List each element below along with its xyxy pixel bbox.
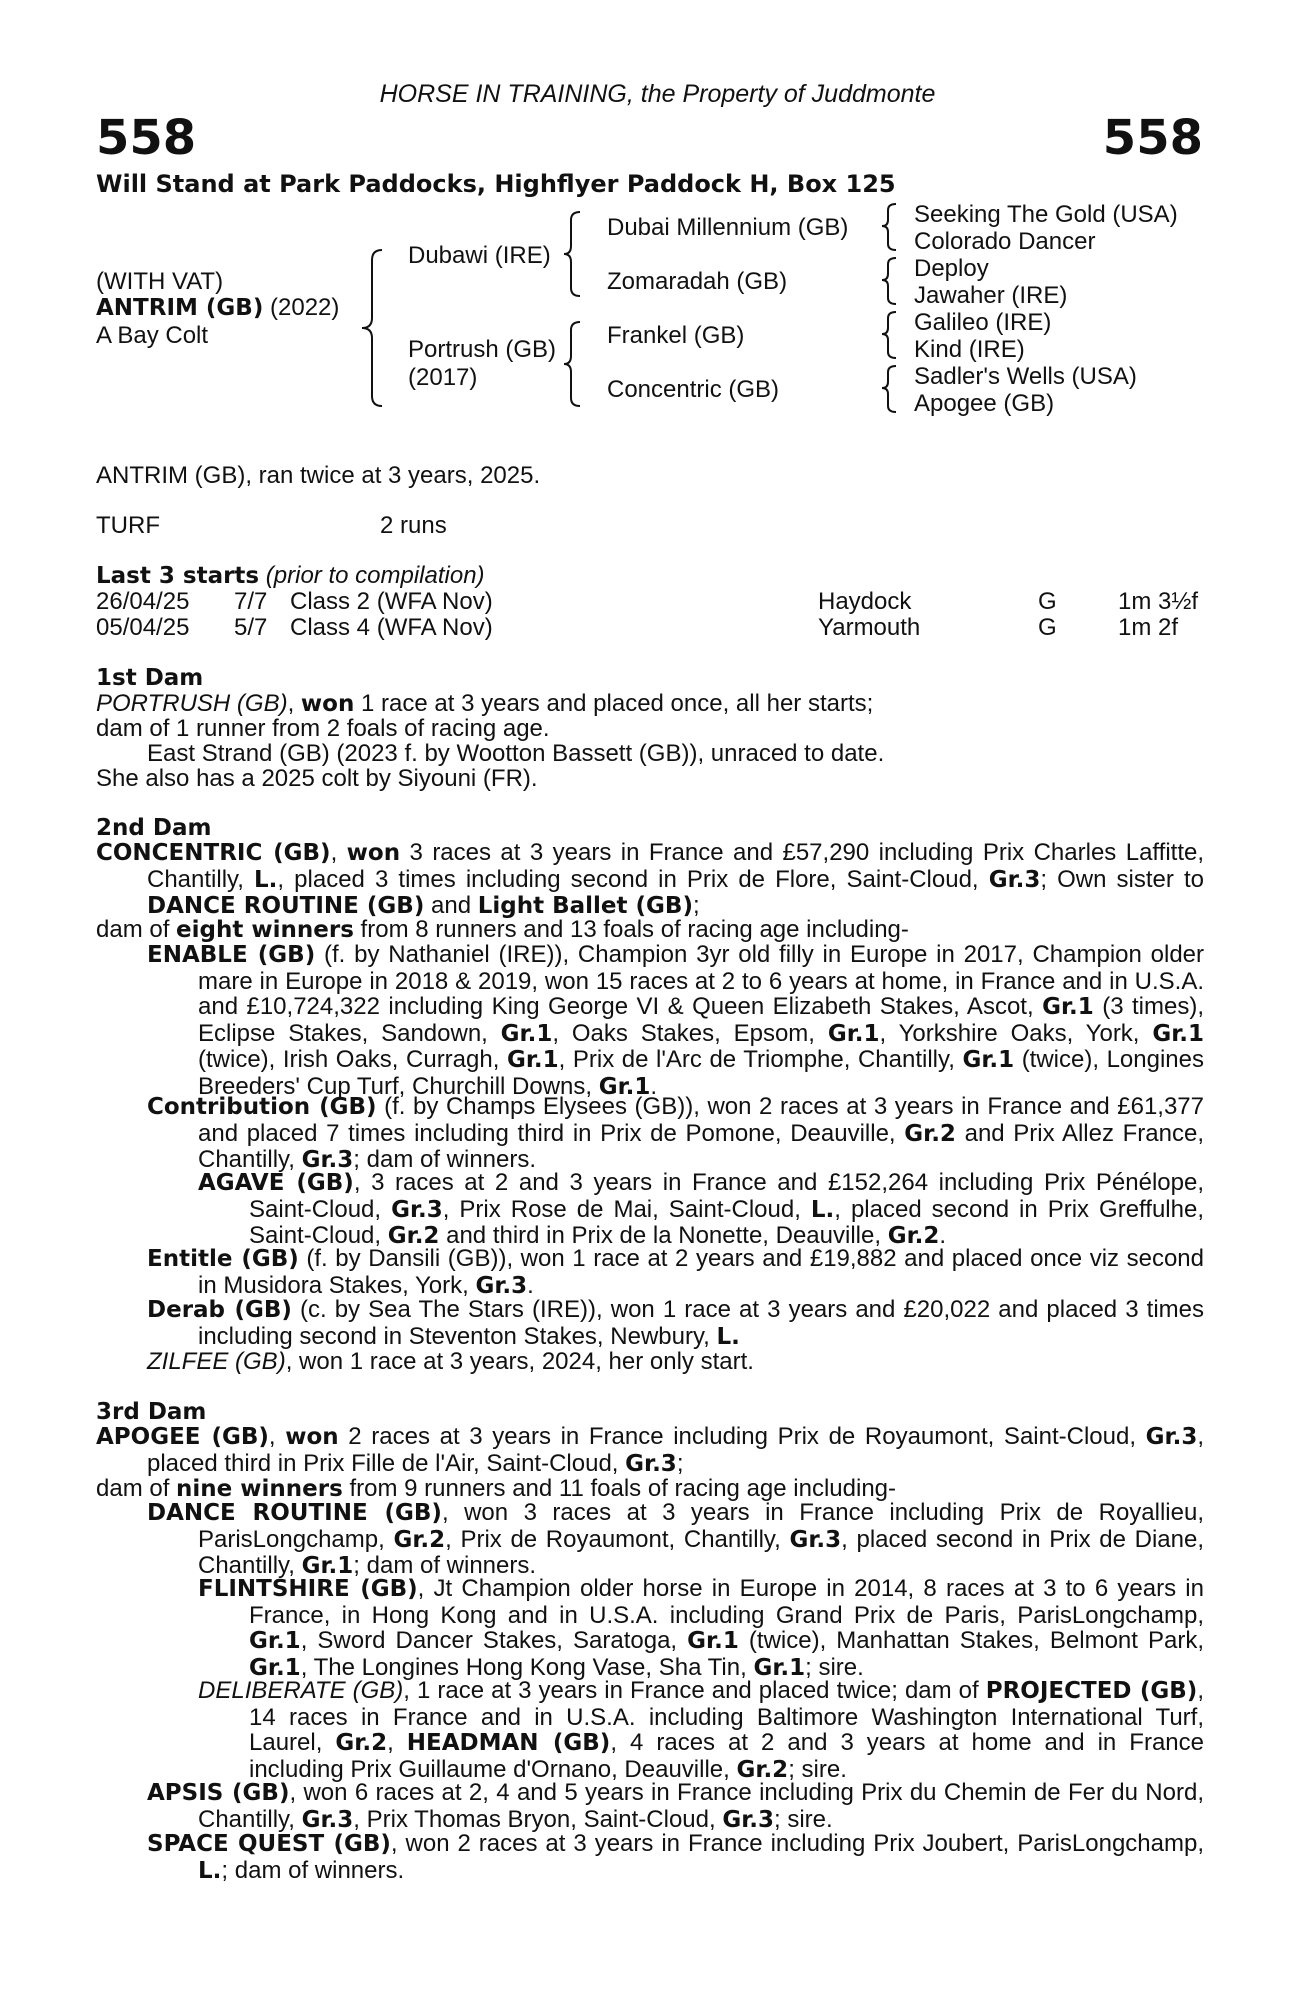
pedigree-dam: Portrush (GB) (408, 336, 557, 363)
pedigree-g3-4: Jawaher (IRE) (914, 282, 1068, 309)
horse-name: AGAVE (GB) (198, 1170, 354, 1196)
entry-text: , Prix Thomas Bryon, Saint-Cloud, (353, 1805, 723, 1833)
entry-text: ; dam of winners. (221, 1856, 405, 1884)
entry-text: , placed third in Prix Fille de l'Air, Saint-Cloud, (147, 1423, 1204, 1477)
deliberate-entry (198, 1677, 1204, 1783)
entry-text: . (650, 1072, 658, 1100)
racing-summary: ANTRIM (GB), ran twice at 3 years, 2025. (96, 462, 541, 489)
entry-text: (twice), Longines Breeders' Cup Turf, Churchill Downs, (198, 1046, 1204, 1100)
stand-location: Will Stand at Park Paddocks, Highflyer Paddock H, Box 125 (96, 170, 896, 198)
pedigree-g3-1: Seeking The Gold (USA) (914, 201, 1178, 228)
start-course: Haydock (818, 588, 912, 615)
grade: Gr.2 (736, 1756, 789, 1783)
grade: Gr.1 (753, 1654, 806, 1681)
pedigree-brace-sire (562, 210, 586, 298)
pedigree-brace-g3-3 (880, 310, 902, 360)
start-distance: 1m 3½f (1118, 588, 1199, 615)
start-class: Class 4 (WFA Nov) (290, 614, 493, 641)
grade: Gr.1 (500, 1020, 553, 1047)
entry-text: 2 races at 3 years in France including Prix de Royaumont, Saint-Cloud, (338, 1423, 1146, 1450)
space-quest-entry (147, 1830, 1204, 1884)
flintshire-entry (198, 1575, 1205, 1681)
horse-name: Entitle (GB) (147, 1246, 299, 1272)
contribution-entry (147, 1093, 1205, 1174)
pedigree-dam-dam: Concentric (GB) (607, 376, 780, 403)
turf-runs: 2 runs (380, 512, 447, 539)
entry-text: dam of (96, 916, 177, 943)
entry-text: , won 1 race at 3 years, 2024, her only start. (285, 1348, 754, 1375)
grade: Gr.1 (1152, 1020, 1205, 1047)
grade: Gr.1 (962, 1047, 1015, 1073)
grade: Gr.1 (249, 1628, 301, 1654)
grade: Gr.2 (335, 1730, 388, 1756)
entry-text: , Prix de l'Arc de Triomphe, Chantilly, (558, 1046, 963, 1073)
entry-text: ; sire. (788, 1755, 847, 1783)
won-label: won (346, 840, 401, 866)
last-starts-title: Last 3 starts (96, 563, 260, 589)
horse-year: (2022) (263, 294, 340, 321)
entry-text: , 4 races at 2 and 3 years at home and in France including Prix Guillaume d'Ornano, Deauville, (249, 1729, 1204, 1783)
grade: Gr.1 (827, 1020, 880, 1047)
pedigree-brace-g3-4 (880, 364, 902, 414)
entry-text: ; Own sister to (1040, 865, 1205, 893)
lot-number-right: 558 (1102, 110, 1203, 166)
start-position: 7/7 (234, 588, 268, 615)
horse-name: ANTRIM (GB) (96, 295, 264, 321)
entry-text: , 3 races at 2 and 3 years in France and £152,264 including Prix Pénélope, Saint-Cloud, (249, 1169, 1204, 1223)
entry-text: . (939, 1222, 947, 1249)
entry-text: (f. by Nathaniel (IRE)), Champion 3yr old filly in Europe in 2017, Champion older mare in Europe in 2018 & 2019, won 15 races at 2 to 6 years at home, in France and in U.S.A. and £10,724,322 including King George VI & Queen Elizabeth Stakes, Ascot, (198, 941, 1205, 1020)
grade: Gr.3 (988, 866, 1041, 893)
entry-text: , placed second in Prix Greffulhe, Saint-Cloud, (249, 1195, 1205, 1249)
won-label: won (285, 1424, 339, 1450)
pedigree-g3-5: Galileo (IRE) (914, 309, 1052, 336)
entry-text: and Prix Allez France, Chantilly, (198, 1119, 1204, 1173)
entitle-entry (147, 1245, 1204, 1299)
entry-text: ; sire. (805, 1653, 864, 1681)
entry-text: (f. by Dansili (GB)), won 1 race at 2 years and £19,882 and placed once viz second in Musidora Stakes, York, (198, 1245, 1204, 1299)
entry-text: , Yorkshire Oaks, York, (879, 1019, 1153, 1047)
grade: Gr.3 (301, 1147, 354, 1173)
grade: Gr.2 (393, 1526, 446, 1553)
horse-name: SPACE QUEST (GB) (147, 1831, 391, 1857)
lot-number-left: 558 (96, 110, 197, 166)
enable-entry (147, 941, 1205, 1100)
entry-text: 3 races at 3 years in France and £57,290 including Prix Charles Laffitte, Chantilly, (147, 839, 1204, 893)
apogee-entry: APOGEE (GB), won 2 races at 3 years in France including Prix de Royaumont, Saint-Cloud, Gr.3, placed third in Prix Fille de l'Air, Saint-Cloud, Gr.3; (96, 1423, 1204, 1477)
pedigree-sire-sire: Dubai Millennium (GB) (607, 214, 849, 241)
last-starts-note: (prior to compilation) (259, 562, 485, 589)
first-dam-line-2: dam of 1 runner from 2 foals of racing age. (96, 715, 550, 742)
entry-text: , won 2 races at 3 years in France including Prix Joubert, ParisLongchamp, (390, 1830, 1204, 1857)
pedigree-g3-2: Colorado Dancer (914, 228, 1096, 255)
entry-text: ; (676, 1449, 684, 1477)
pedigree-brace-g3-1 (880, 202, 902, 252)
horse-name: PROJECTED (GB) (985, 1678, 1198, 1704)
entry-text: , Sword Dancer Stakes, Saratoga, (300, 1627, 688, 1654)
start-course: Yarmouth (818, 614, 921, 641)
dam-name: CONCENTRIC (GB) (96, 840, 331, 866)
entry-text: (c. by Sea The Stars (IRE)), won 1 race at 3 years and £20,022 and placed 3 times including second in Steventon Stakes, Newbury, (198, 1296, 1204, 1350)
start-going: G (1038, 588, 1057, 615)
pedigree-brace-dam (562, 320, 586, 408)
second-dam-produce (96, 916, 909, 944)
pedigree-sire-dam: Zomaradah (GB) (607, 268, 788, 295)
grade: Gr.2 (904, 1120, 956, 1147)
start-distance: 1m 2f (1118, 614, 1179, 641)
start-class: Class 2 (WFA Nov) (290, 588, 493, 615)
pedigree-sire: Dubawi (IRE) (408, 242, 551, 269)
zilfee-entry (147, 1348, 754, 1376)
entry-text: , 14 races in France and in U.S.A. including Baltimore Washington International Turf, Laurel, (249, 1677, 1204, 1756)
entry-text: , The Longines Hong Kong Vase, Sha Tin, (300, 1653, 754, 1681)
grade: L. (198, 1857, 222, 1884)
page-header: HORSE IN TRAINING, the Property of Juddmonte (379, 80, 936, 108)
entry-text: , Oaks Stakes, Epsom, (552, 1019, 828, 1047)
entry-text: , 1 race at 3 years in France and placed twice; dam of (403, 1677, 986, 1704)
grade: Gr.3 (722, 1806, 775, 1833)
dam-name: PORTRUSH (GB) (96, 690, 288, 717)
entry-text: (3 times), Eclipse Stakes, Sandown, (198, 993, 1204, 1047)
entry-text: from 9 runners and 11 foals of racing age including- (342, 1475, 897, 1502)
grade: Gr.3 (301, 1806, 354, 1833)
entry-text: , won 6 races at 2, 4 and 5 years in France including Prix du Chemin de Fer du Nord, Chantilly, (198, 1779, 1204, 1833)
first-dam-line-4: She also has a 2025 colt by Siyouni (FR). (96, 765, 538, 792)
concentric-entry: CONCENTRIC (GB), won 3 races at 3 years in France and £57,290 including Prix Charles Laffitte, Chantilly, L., placed 3 times including second in Prix de Flore, Saint-Cloud, Gr.3; Own sister to DANCE ROUTINE (GB) and Light Ballet (GB); (96, 839, 1205, 919)
horse-description: A Bay Colt (96, 322, 209, 349)
grade: Gr.3 (789, 1526, 842, 1553)
entry-text: ; (692, 892, 700, 919)
dance-routine-entry (147, 1499, 1204, 1580)
dam-record: 1 race at 3 years and placed once, all her starts; (354, 690, 874, 717)
pedigree-brace-main (360, 248, 390, 408)
horse-name: APSIS (GB) (147, 1780, 290, 1806)
third-dam-heading: 3rd Dam (96, 1399, 207, 1425)
horse-name: FLINTSHIRE (GB) (198, 1576, 418, 1602)
grade: Gr.1 (687, 1628, 739, 1654)
dam-name: APOGEE (GB) (96, 1424, 269, 1450)
entry-text: , placed second in Prix de Diane, Chantilly, (198, 1525, 1204, 1579)
entry-text: (twice), Manhattan Stakes, Belmont Park, (738, 1627, 1205, 1654)
entry-text: (twice), Irish Oaks, Curragh, (198, 1046, 507, 1073)
horse-name: Contribution (GB) (147, 1094, 377, 1120)
grade: Gr.3 (475, 1272, 528, 1299)
entry-text: and third in Prix de la Nonette, Deauville, (439, 1222, 888, 1249)
entry-text: ; dam of winners. (353, 1552, 537, 1579)
pedigree-brace-g3-2 (880, 256, 902, 306)
entry-text: ; dam of winners. (353, 1146, 537, 1173)
entry-text: and (424, 892, 478, 919)
start-position: 5/7 (234, 614, 268, 641)
grade: Gr.2 (887, 1223, 940, 1249)
won-label: won (300, 691, 355, 717)
entry-text: from 8 runners and 13 foals of racing age including- (353, 916, 909, 943)
horse-name: HEADMAN (GB) (406, 1730, 611, 1756)
start-date: 26/04/25 (96, 588, 190, 615)
entry-text: (f. by Champs Elysees (GB)), won 2 races at 3 years in France and £61,377 and placed 7 times including third in Prix de Pomone, Deauville, (198, 1093, 1205, 1147)
grade: L. (716, 1323, 740, 1350)
start-going: G (1038, 614, 1057, 641)
sibling-name: Light Ballet (GB) (477, 893, 693, 919)
pedigree-dam-year: (2017) (408, 364, 478, 391)
first-dam-foal: East Strand (GB) (2023 f. by Wootton Bassett (GB)), unraced to date. (147, 740, 885, 767)
last-starts-heading (96, 562, 485, 590)
horse-name: ENABLE (GB) (147, 942, 316, 968)
grade: Gr.3 (391, 1196, 443, 1223)
grade: Gr.1 (301, 1553, 354, 1579)
grade: Gr.3 (625, 1450, 677, 1477)
pedigree-g3-8: Apogee (GB) (914, 390, 1055, 417)
derab-entry (147, 1296, 1204, 1350)
apsis-entry (147, 1779, 1204, 1833)
entry-text: . (527, 1271, 534, 1299)
grade: L. (254, 866, 278, 893)
entry-text: , Prix de Royaumont, Chantilly, (445, 1525, 790, 1553)
horse-name: DELIBERATE (GB) (198, 1677, 404, 1704)
pedigree-dam-sire: Frankel (GB) (607, 322, 745, 349)
grade: Gr.1 (506, 1047, 559, 1073)
entry-text: dam of (96, 1475, 177, 1502)
winners-count: eight winners (176, 917, 354, 943)
grade: Gr.3 (1145, 1424, 1198, 1450)
entry-text: , placed 3 times including second in Prix de Flore, Saint-Cloud, (277, 865, 989, 893)
entry-text: , (387, 1729, 407, 1756)
vat-note: (WITH VAT) (96, 268, 224, 295)
winners-count: nine winners (176, 1476, 343, 1502)
grade: Gr.1 (1042, 994, 1094, 1020)
horse-name: Derab (GB) (147, 1297, 292, 1323)
pedigree-g3-3: Deploy (914, 255, 989, 282)
horse-name: ZILFEE (GB) (147, 1348, 286, 1375)
grade: Gr.2 (387, 1223, 440, 1249)
second-dam-heading: 2nd Dam (96, 815, 212, 841)
horse-name: DANCE ROUTINE (GB) (147, 1500, 442, 1526)
entry-text: , Prix Rose de Mai, Saint-Cloud, (442, 1195, 811, 1223)
grade: Gr.1 (598, 1073, 651, 1100)
pedigree-g3-6: Kind (IRE) (914, 336, 1025, 363)
pedigree-g3-7: Sadler's Wells (USA) (914, 363, 1137, 390)
entry-text: ; sire. (774, 1805, 833, 1833)
horse-title (96, 294, 339, 322)
grade: L. (810, 1196, 835, 1223)
entry-text: , won 3 races at 3 years in France including Prix de Royallieu, ParisLongchamp, (198, 1499, 1204, 1553)
sibling-name: DANCE ROUTINE (GB) (147, 893, 425, 919)
turf-label: TURF (96, 512, 160, 539)
first-dam-line-1: PORTRUSH (GB), won 1 race at 3 years and placed once, all her starts; (96, 690, 874, 717)
grade: Gr.1 (249, 1654, 301, 1681)
first-dam-heading: 1st Dam (96, 665, 204, 691)
agave-entry (198, 1169, 1205, 1250)
entry-text: , Jt Champion older horse in Europe in 2014, 8 races at 3 to 6 years in France, in Hong Kong and in U.S.A. including Grand Prix de Paris, ParisLongchamp, (249, 1575, 1204, 1629)
start-date: 05/04/25 (96, 614, 190, 641)
